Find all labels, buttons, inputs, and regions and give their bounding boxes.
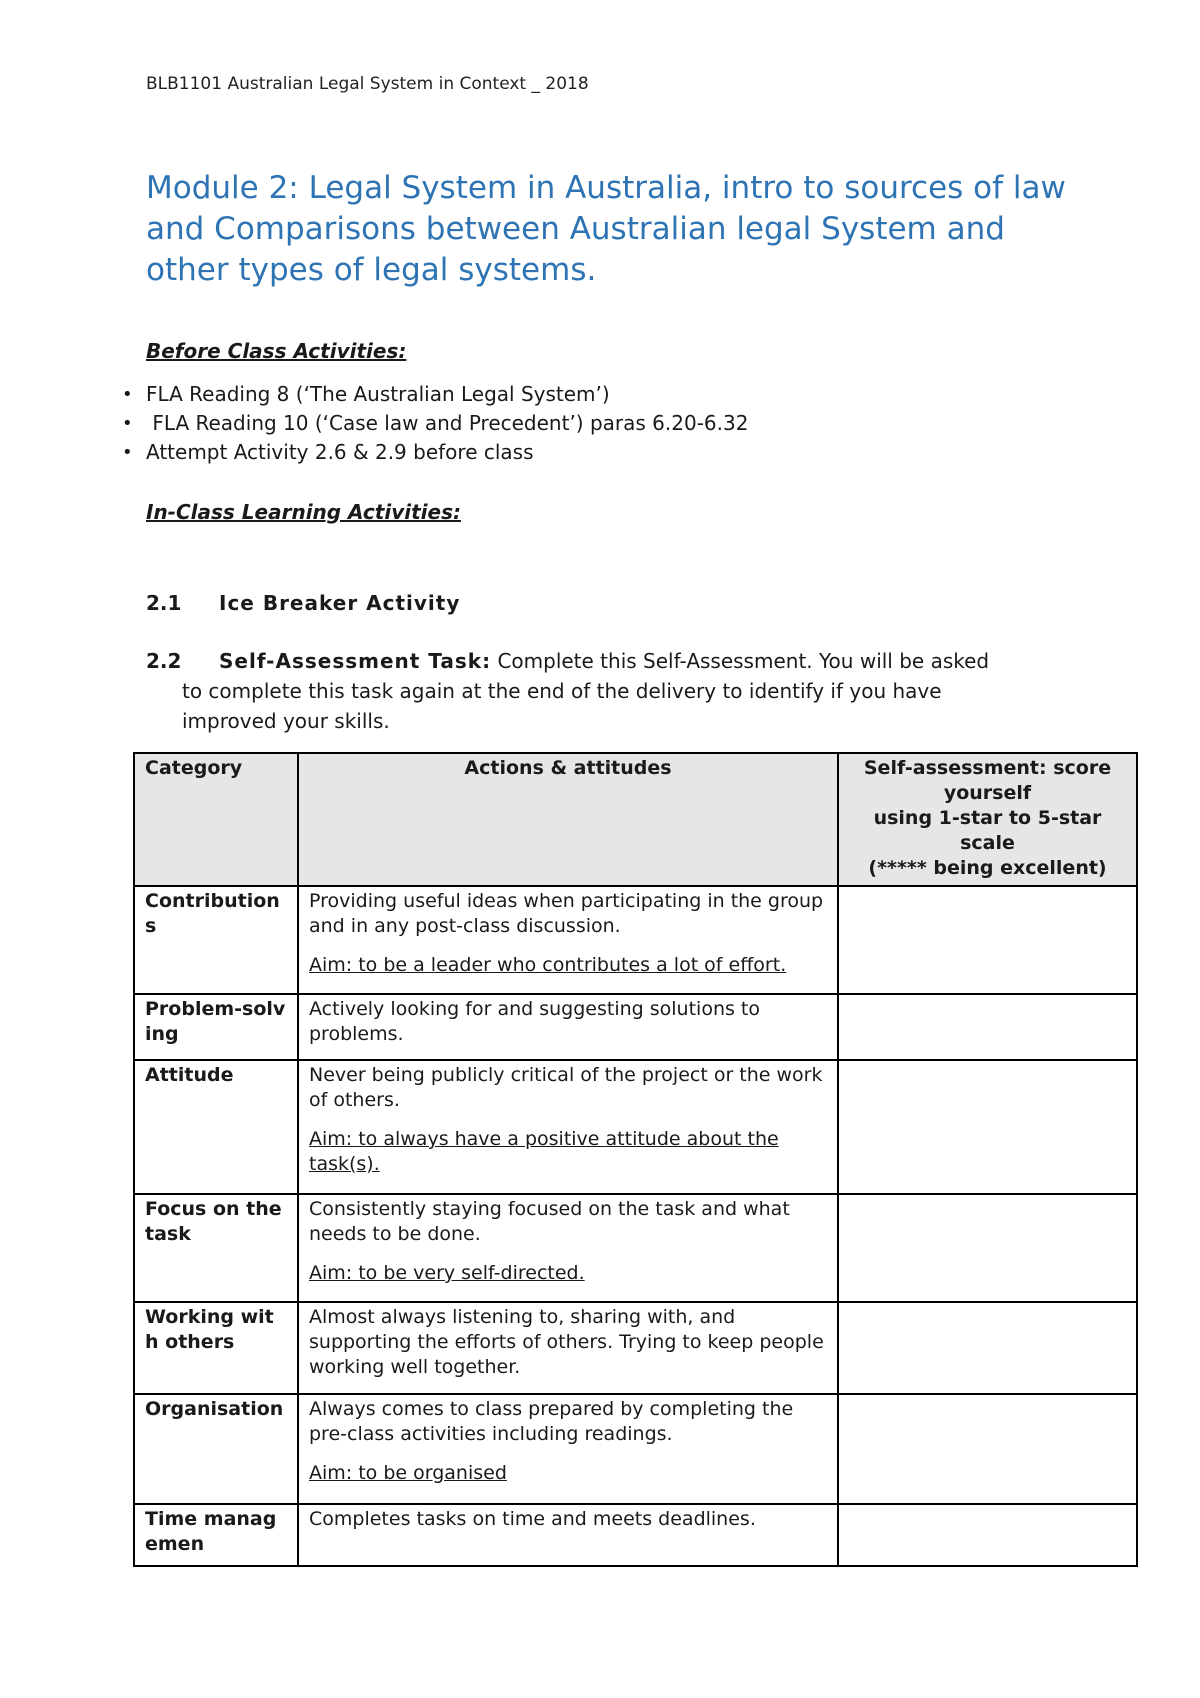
task-text: Complete this Self-Assessment. You will be asked (497, 649, 990, 673)
task-2-1 (146, 588, 460, 618)
action-cell: Never being publicly critical of the project or the work of others. Aim: to always have a positive attitude about the task(s). (298, 1060, 838, 1194)
list-item: • Attempt Activity 2.6 & 2.9 before class (146, 438, 748, 467)
header-score: Self-assessment: score yourself using 1-star to 5-star scale (***** being excellent) (838, 753, 1137, 886)
action-cell: Almost always listening to, sharing with, and supporting the efforts of others. Trying to keep people working well together. (298, 1302, 838, 1394)
category-cell: Problem-solving (134, 994, 298, 1060)
action-cell: Consistently staying focused on the task and what needs to be done. Aim: to be very self-directed. (298, 1194, 838, 1302)
self-assessment-table (133, 752, 1138, 1567)
task-text-cont2: improved your skills. (182, 709, 390, 733)
task-number: 2.1 (146, 591, 182, 615)
table-row (134, 1060, 1137, 1194)
task-title: Ice Breaker Activity (219, 591, 461, 615)
score-cell[interactable] (838, 886, 1137, 994)
category-cell: Focus on the task (134, 1194, 298, 1302)
category-cell: Attitude (134, 1060, 298, 1194)
score-cell[interactable] (838, 1394, 1137, 1504)
list-item: • FLA Reading 10 (‘Case law and Precedent’) paras 6.20-6.32 (146, 409, 748, 438)
category-cell: Time managemen (134, 1504, 298, 1566)
table-row (134, 1302, 1137, 1394)
category-cell: Contributions (134, 886, 298, 994)
task-title: Self-Assessment Task: (219, 649, 492, 673)
header-actions: Actions & attitudes (298, 753, 838, 886)
table-header-row (134, 753, 1137, 886)
before-class-list (122, 380, 749, 467)
bullet-icon: • (122, 413, 133, 434)
task-number: 2.2 (146, 649, 182, 673)
header-category: Category (134, 753, 298, 886)
action-cell: Always comes to class prepared by completing the pre-class activities including readings. Aim: to be organised (298, 1394, 838, 1504)
score-cell[interactable] (838, 994, 1137, 1060)
action-cell: Completes tasks on time and meets deadlines. (298, 1504, 838, 1566)
table-row (134, 1394, 1137, 1504)
table-row (134, 1504, 1137, 1566)
category-cell: Working with others (134, 1302, 298, 1394)
action-cell: Providing useful ideas when participating in the group and in any post-class discussion. Aim: to be a leader who contributes a lot of effort. (298, 886, 838, 994)
table-row (134, 994, 1137, 1060)
bullet-icon: • (122, 442, 133, 463)
score-cell[interactable] (838, 1302, 1137, 1394)
action-cell: Actively looking for and suggesting solutions to problems. (298, 994, 838, 1060)
table-row (134, 1194, 1137, 1302)
score-cell[interactable] (838, 1060, 1137, 1194)
score-cell[interactable] (838, 1194, 1137, 1302)
list-item: • FLA Reading 8 (‘The Australian Legal System’) (146, 380, 748, 409)
score-cell[interactable] (838, 1504, 1137, 1566)
page-title: Module 2: Legal System in Australia, intro to sources of law and Comparisons between Australian legal System and other types of legal systems. (146, 170, 1066, 288)
task-2-2 (146, 646, 1086, 736)
before-class-heading: Before Class Activities: (146, 339, 407, 363)
category-cell: Organisation (134, 1394, 298, 1504)
in-class-heading: In-Class Learning Activities: (146, 500, 461, 524)
table-row (134, 886, 1137, 994)
document-header: BLB1101 Australian Legal System in Context _ 2018 (146, 74, 589, 94)
bullet-icon: • (122, 384, 133, 405)
task-text-cont: to complete this task again at the end of the delivery to identify if you have (182, 679, 942, 703)
